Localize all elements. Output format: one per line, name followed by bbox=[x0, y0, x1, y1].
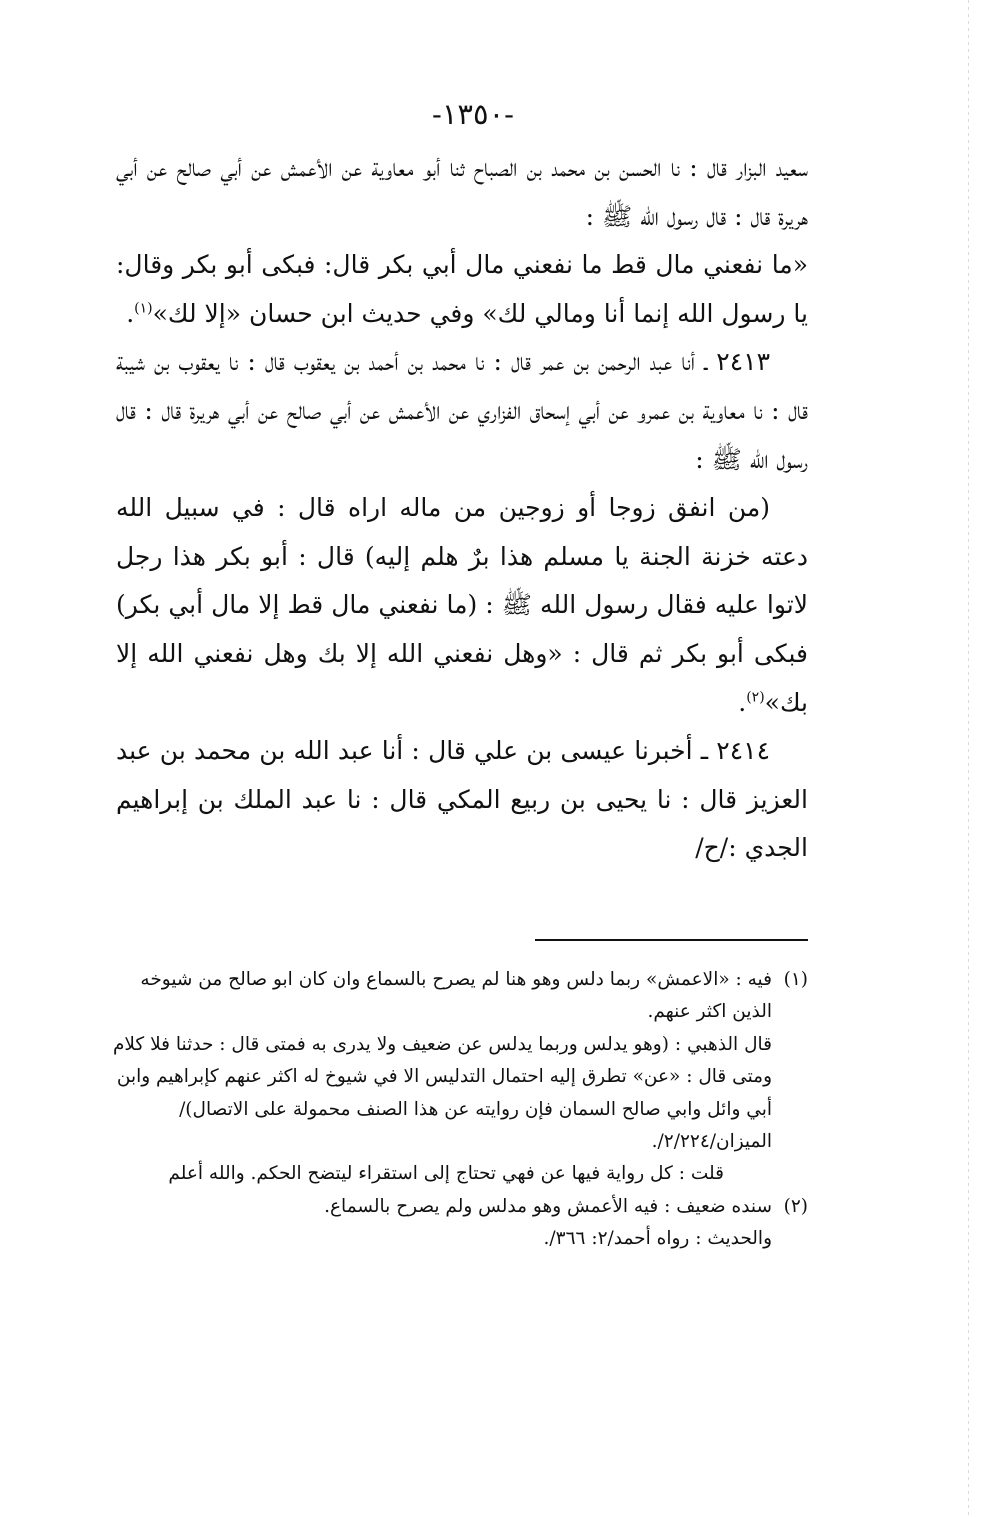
paragraph-isnad-opening bbox=[116, 144, 808, 241]
footnote-separator bbox=[535, 939, 808, 941]
paragraph-2413 bbox=[116, 338, 808, 484]
paragraph-text: ٢٤١٣ ـ أنا عبد الرحمن بن عمر قال : نا محمد بن أحمد بن يعقوب قال : نا يعقوب بن شيبة قال : نا معاوية بن عمرو عن أبي إسحاق الفزاري عن الأعمش عن أبي صالح عن أبي هريرة قال : قال رسول الله ﷺ : bbox=[116, 347, 808, 474]
footnote-number: (٢) bbox=[783, 1195, 808, 1217]
paragraph-text: سعيد البزار قال : نا الحسن بن محمد بن الصباح ثنا أبو معاوية عن الأعمش عن أبي صالح عن أبي هريرة قال : قال رسول الله ﷺ : bbox=[116, 153, 808, 231]
footnote-1 bbox=[111, 964, 808, 1029]
paragraph-2414 bbox=[116, 727, 808, 873]
paragraph-text: «ما نفعني مال قط ما نفعني مال أبي بكر قال: فبكى أبو بكر وقال: يا رسول الله إنما أنا ومالي لك» وفي حديث ابن حسان «إلا لك» bbox=[116, 250, 808, 328]
paragraph-text: ٢٤١٤ ـ أخبرنا عيسى بن علي قال : أنا عبد الله بن محمد بن عبد العزيز قال : نا يحيى بن ربيع المكي قال : نا عبد الملك بن إبراهيم الجدي :/ح/ bbox=[116, 736, 808, 863]
footnote-text: فيه : «الاعمش» ربما دلس وهو هنا لم يصرح بالسماع وان كان ابو صالح من شيوخه الذين اكثر عنهم. bbox=[140, 969, 772, 1023]
footnote-number: (١) bbox=[783, 969, 808, 990]
footnote-1-quote: قال الذهبي : (وهو يدلس وربما يدلس عن ضعيف ولا يدرى به فمتى قال : حدثنا فلا كلام ومتى قال : «عن» تطرق إليه احتمال التدليس الا في شيوخ له اكثر عنهم كإبراهيم وابن أبي وائل وابي صالح السمان فإن روايته عن هذا الصنف محمولة على الاتصال)/ الميزان/٢/٢٢٤/. bbox=[112, 1033, 772, 1153]
page-number: -١٣٥٠- bbox=[432, 97, 514, 131]
paragraph-tail: . bbox=[126, 298, 135, 328]
page-edge bbox=[968, 0, 969, 1517]
main-text bbox=[116, 144, 808, 873]
footnote-2 bbox=[111, 1191, 808, 1223]
paragraph-text: (من انفق زوجا أو زوجين من ماله اراه قال : في سبيل الله دعته خزنة الجنة يا مسلم هذا برٌ هلم إليه) قال : أبو بكر هذا رجل لاتوا عليه فقال رسول الله ﷺ : (ما نفعني مال قط إلا مال أبي بكر) فبكى أبو بكر ثم قال : «وهل نفعني الله إلا بك وهل نفعني الله إلا بك» bbox=[116, 493, 808, 717]
paragraph-hadith-text bbox=[116, 241, 808, 338]
footnotes bbox=[111, 964, 808, 1256]
footnote-text: سنده ضعيف : فيه الأعمش وهو مدلس ولم يصرح بالسماع. bbox=[324, 1195, 772, 1217]
footnote-marker: (١) bbox=[134, 300, 153, 317]
footnote-marker: (٢) bbox=[746, 689, 765, 706]
footnote-2-source: والحديث : رواه أحمد/٢: ٣٦٦/. bbox=[543, 1228, 772, 1250]
paragraph-tail: . bbox=[738, 687, 747, 717]
paragraph-hadith-text bbox=[116, 484, 808, 727]
footnote-1-comment: قلت : كل رواية فيها عن فهي تحتاج إلى استقراء ليتضح الحكم. والله أعلم bbox=[168, 1163, 724, 1185]
